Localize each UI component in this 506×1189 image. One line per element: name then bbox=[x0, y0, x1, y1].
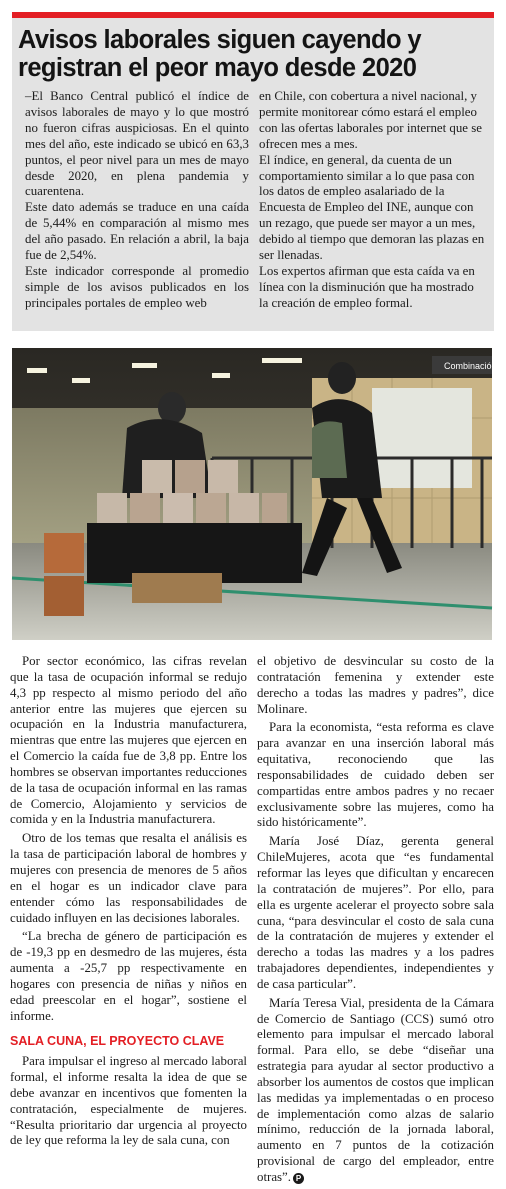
summary-paragraph: Este dato además se traduce en una caída de 5,44% en comparación al mismo mes del año pasado. En relación a abril, la baja fue de 2,54%. bbox=[25, 200, 249, 263]
article-paragraph: Para impulsar el ingreso al mercado laboral formal, el informe resalta la idea de que se debe avanzar en incentivos que fomenten la contratación, especialmente de mujeres. “Resulta prioritario dar urgencia al proyecto de ley que reforma la ley de sala cuna, con bbox=[10, 1054, 247, 1148]
article-paragraph: Otro de los temas que resalta el análisis es la tasa de participación laboral de hombres y mujeres con presencia de menores de 5 años en el hogar es un indicador clave para entender cómo las responsabilidades de cuidado influyen en las decisiones laborales. bbox=[10, 831, 247, 925]
combinacion-sign: Combinación bbox=[444, 361, 497, 371]
summary-column-left bbox=[25, 89, 249, 312]
end-mark-icon: P bbox=[293, 1173, 304, 1184]
article-paragraph: María José Díaz, gerenta general ChileMujeres, acota que “es fundamental reformar las leyes que dificultan y encarecen la contratación de mujeres”. Por ello, para ella es urgente acelerar el proyecto sobre sala cuna, “para desvincular el costo de sala cuna de la contratación de mujeres y extender el derecho a todas las madres y a los padres trabajadores dependientes, independientes y de casa particular”. bbox=[257, 834, 494, 991]
article-paragraph-last bbox=[257, 996, 494, 1186]
summary-paragraph: en Chile, con cobertura a nivel nacional, y permite monitorear cómo estará el empleo con las ofertas laborales por internet que se ofrecen mes a mes. bbox=[259, 89, 482, 151]
summary-paragraph: –El Banco Central publicó el índice de avisos laborales de mayo y lo que mostró no fueron cifras auspiciosas. En el quinto mes del año, este indicado se ubicó en 63,3 puntos, el peor nivel para un mes de mayo desde 2020, en plena pandemia y cuarentena. bbox=[25, 89, 249, 199]
article-paragraph: “La brecha de género de participación es de -19,3 pp en desmedro de las mujeres, ésta aumenta a -25,7 pp respectivamente en hogares con presencia de niñas y niños en edad preescolar en el hogar”, sostiene el informe. bbox=[10, 929, 247, 1023]
article-paragraph: Para la economista, “esta reforma es clave para avanzar en una inserción laboral más equitativa, reconociendo que las responsabilidades de cuidado deben ser compartidas entre ambos padres y no recaer exclusivamente sobre las mujeres, como ha sido históricamente”. bbox=[257, 720, 494, 830]
metro-station-photo bbox=[12, 348, 497, 640]
headline: Avisos laborales siguen cayendo y registran el peor mayo desde 2020 bbox=[18, 26, 422, 82]
article-column-left bbox=[10, 654, 247, 1152]
article-paragraph-text: María Teresa Vial, presidenta de la Cámara de Comercio de Santiago (CCS) sumó otro elemento para impulsar el mercado laboral formal. Para ello, se debe “diseñar una estrategia para ayudar al sector productivo a absorber los aumentos de costos que implican las medidas ya implementadas o en proceso de implementación como alzas de salario mínimo, reducción de la jornada laboral, aumento en 7 puntos de la cotización provisional de cargo del empleador, entre otras”. bbox=[257, 995, 494, 1184]
summary-paragraph: Este indicador corresponde al promedio simple de los avisos publicados en los principales portales de empleo web bbox=[25, 263, 249, 310]
summary-column-right bbox=[259, 89, 486, 312]
summary-paragraph: El índice, en general, da cuenta de un comportamiento similar a lo que pasa con los datos de empleo asalariado de la Encuesta de Empleo del INE, aunque con un rezago, que puede ser mayor a un mes, debido al tiempo que demoran las plazas en ser llenadas. bbox=[259, 152, 485, 263]
article-column-right bbox=[257, 654, 494, 1189]
article-paragraph: el objetivo de desvincular su costo de la contratación femenina y extender este derecho a todas las madres y padres”, dice Molinare. bbox=[257, 654, 494, 716]
summary-paragraph: Los expertos afirman que esta caída va en línea con la disminución que ha mostrado la creación de empleo formal. bbox=[259, 263, 475, 310]
subheading: SALA CUNA, EL PROYECTO CLAVE bbox=[10, 1034, 225, 1049]
article-paragraph: Por sector económico, las cifras revelan que la tasa de ocupación informal se redujo 4,3 pp respecto al mismo periodo del año anterior entre las mujeres que ejercen su ocupación en la Industria manufacturera, mientras que entre las mujeres que ejercen en el Comercio la caída fue de 3,8 pp. Entre los hombres se observan importantes reducciones de la tasa de ocupación informal en las ramas de Comercio, Alojamiento y servicios de comida y en la Industria manufacturera. bbox=[10, 654, 247, 827]
